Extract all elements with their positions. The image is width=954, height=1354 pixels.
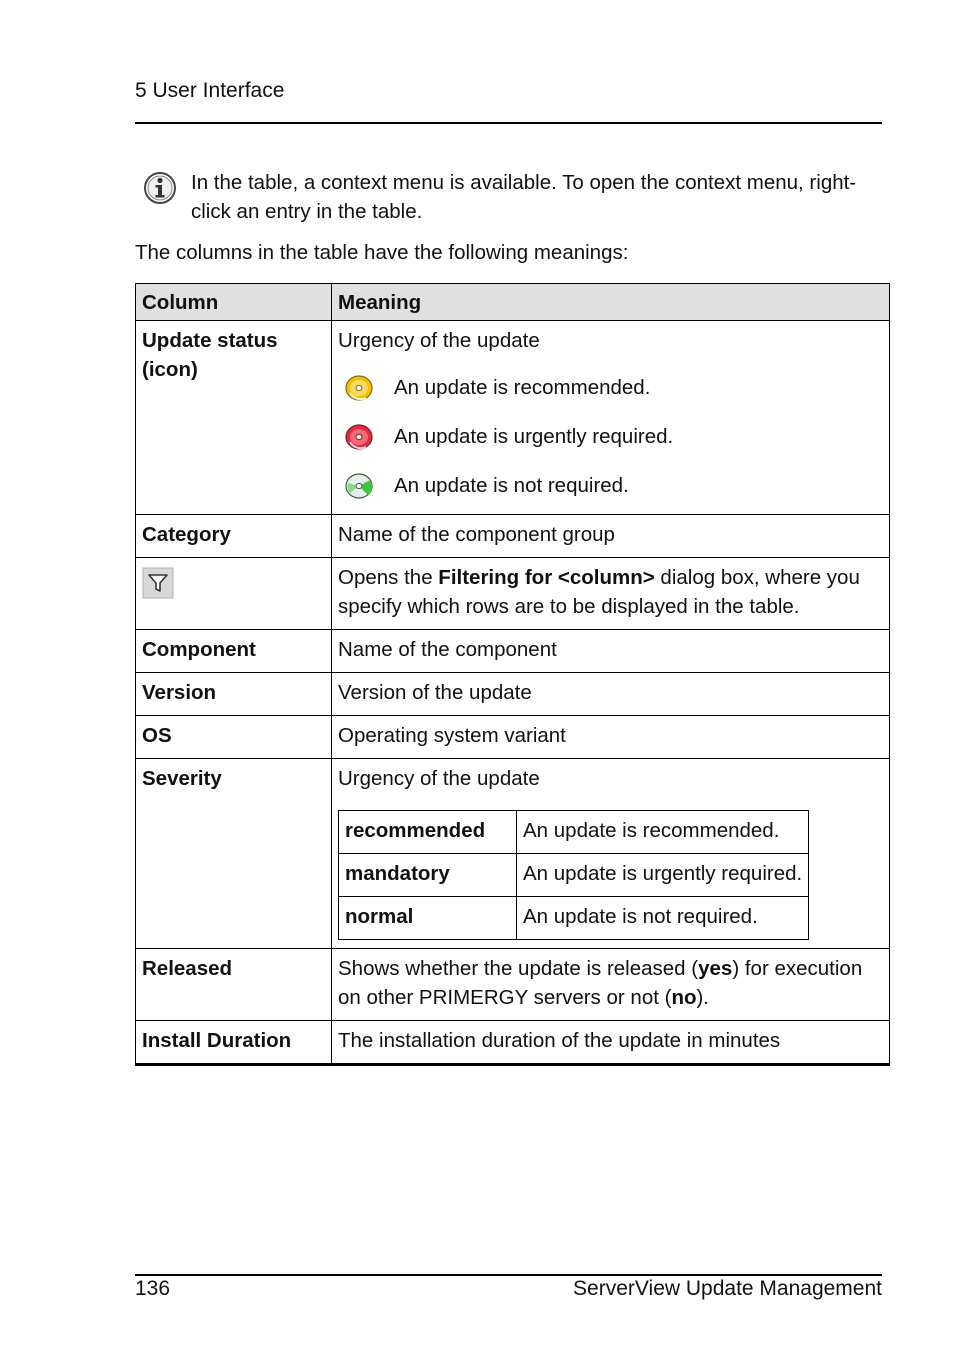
red-update-disc-icon bbox=[344, 422, 374, 452]
filter-dialog-name: Filtering for <column> bbox=[438, 566, 655, 589]
intro-text: The columns in the table have the following meanings: bbox=[135, 241, 629, 264]
column-name: OS bbox=[136, 716, 332, 759]
table-row bbox=[136, 515, 890, 558]
status-icon-list bbox=[338, 373, 883, 506]
chapter-header: 5 User Interface bbox=[135, 79, 285, 102]
table-row bbox=[136, 716, 890, 759]
meaning-header: Meaning bbox=[332, 284, 890, 321]
status-icon-text: An update is not required. bbox=[394, 474, 629, 497]
column-name: Version bbox=[136, 673, 332, 716]
header-divider bbox=[135, 122, 882, 124]
released-yes: yes bbox=[698, 957, 733, 980]
severity-term: mandatory bbox=[339, 854, 517, 897]
table-row bbox=[136, 673, 890, 716]
info-icon bbox=[143, 171, 177, 205]
column-meaning bbox=[332, 321, 890, 515]
column-meaning: Version of the update bbox=[332, 673, 890, 716]
severity-description: An update is urgently required. bbox=[517, 854, 809, 897]
column-name: Released bbox=[136, 949, 332, 1021]
severity-description: An update is recommended. bbox=[517, 811, 809, 854]
page-number: 136 bbox=[135, 1277, 171, 1300]
released-text-2: ) for execution on other PRIMERGY servers or not ( bbox=[338, 957, 863, 1009]
filter-text-before: Opens the bbox=[338, 566, 439, 589]
released-text-1: Shows whether the update is released ( bbox=[338, 957, 699, 980]
table-row bbox=[136, 949, 890, 1021]
column-name: Update status (icon) bbox=[136, 321, 332, 515]
meaning-text: Urgency of the update bbox=[338, 329, 540, 352]
footer-title: ServerView Update Management bbox=[573, 1277, 882, 1300]
table-row bbox=[136, 1021, 890, 1065]
table-row bbox=[136, 558, 890, 630]
column-name: Category bbox=[136, 515, 332, 558]
column-name: Install Duration bbox=[136, 1021, 332, 1065]
severity-level bbox=[339, 811, 809, 854]
severity-levels bbox=[338, 810, 809, 940]
column-meaning: Name of the component bbox=[332, 630, 890, 673]
released-no: no bbox=[671, 986, 697, 1009]
footer-divider bbox=[135, 1274, 882, 1276]
table-header-row bbox=[136, 284, 890, 321]
column-header: Column bbox=[136, 284, 332, 321]
status-icon-item bbox=[338, 471, 883, 500]
status-icon-text: An update is recommended. bbox=[394, 376, 651, 399]
column-meaning: Name of the component group bbox=[332, 515, 890, 558]
column-meaning bbox=[332, 558, 890, 630]
filter-text-after: dialog box, where you specify which rows are to be displayed in the table. bbox=[338, 566, 860, 618]
status-icon-text: An update is urgently required. bbox=[394, 425, 674, 448]
column-meaning bbox=[332, 949, 890, 1021]
severity-term: normal bbox=[339, 897, 517, 940]
yellow-update-disc-icon bbox=[344, 373, 374, 403]
column-meanings-table bbox=[135, 283, 890, 1066]
severity-level bbox=[339, 897, 809, 940]
column-name bbox=[136, 558, 332, 630]
status-icon-item bbox=[338, 422, 883, 451]
released-text-3: ). bbox=[696, 986, 710, 1009]
meaning-text: Urgency of the update bbox=[338, 767, 540, 790]
table-row bbox=[136, 630, 890, 673]
column-meaning: The installation duration of the update in minutes bbox=[332, 1021, 890, 1065]
severity-term: recommended bbox=[339, 811, 517, 854]
status-icon-item bbox=[338, 373, 883, 402]
column-meaning bbox=[332, 759, 890, 949]
severity-description: An update is not required. bbox=[517, 897, 809, 940]
column-name: Severity bbox=[136, 759, 332, 949]
green-update-disc-icon bbox=[344, 471, 374, 501]
note-text: In the table, a context menu is available. To open the context menu, right-click an entry in the table. bbox=[191, 171, 857, 223]
column-name: Component bbox=[136, 630, 332, 673]
table-row bbox=[136, 759, 890, 949]
column-meaning: Operating system variant bbox=[332, 716, 890, 759]
table-row bbox=[136, 321, 890, 515]
filter-icon bbox=[142, 567, 174, 599]
severity-level bbox=[339, 854, 809, 897]
